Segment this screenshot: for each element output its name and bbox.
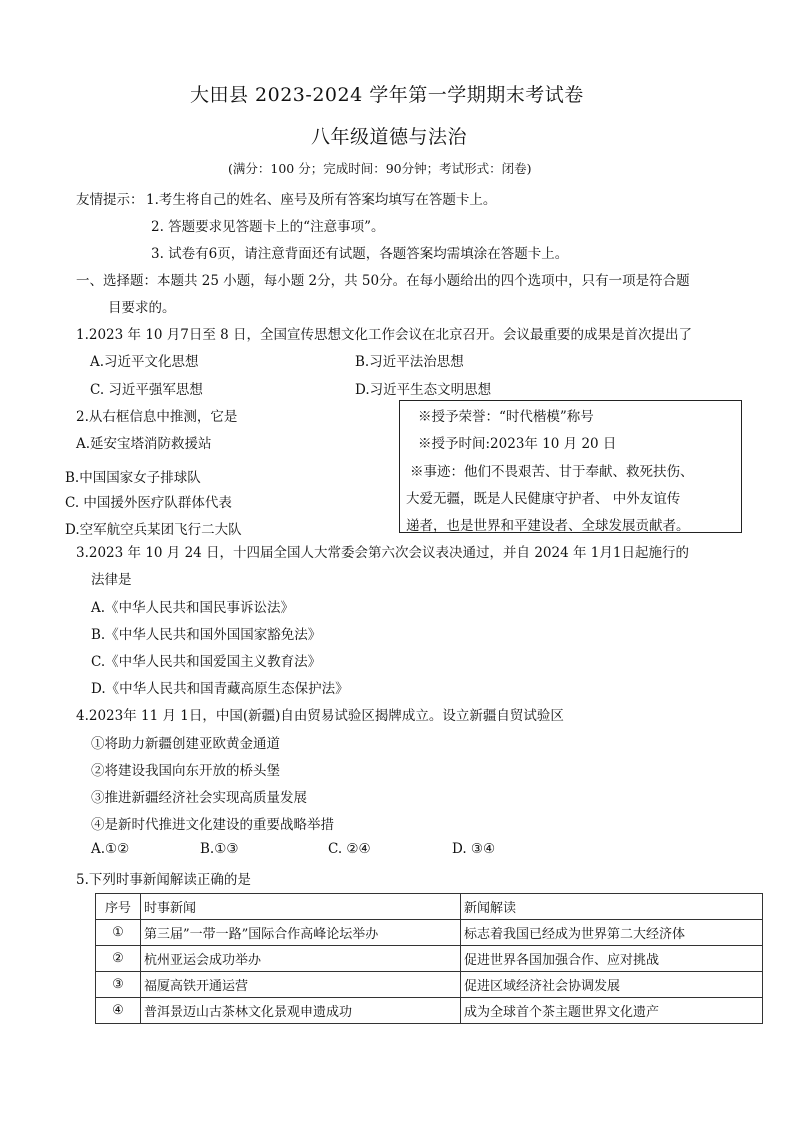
table-row bbox=[96, 998, 763, 1024]
table-cell: 标志着我国已经成为世界第二大经济体 bbox=[461, 920, 763, 946]
q2-option-b: B.中国国家女子排球队 bbox=[65, 470, 201, 486]
q4-statement-2: ②将建设我国向东开放的桥头堡 bbox=[91, 763, 280, 779]
q1-option-b: B.习近平法治思想 bbox=[355, 354, 464, 370]
table-cell: ② bbox=[96, 946, 141, 972]
q5-stem: 5.下列时事新闻解读正确的是 bbox=[76, 872, 251, 888]
info-box-deeds-3: 递者，也是世界和平建设者、全球发展贡献者。 bbox=[406, 518, 690, 534]
q2-option-d: D.空军航空兵某团飞行二大队 bbox=[65, 522, 242, 538]
section-heading-cont: 目要求的。 bbox=[108, 300, 176, 316]
table-cell: ④ bbox=[96, 998, 141, 1024]
q1-stem: 1.2023 年 10 月7日至 8 日，全国宣传思想文化工作会议在北京召开。会议最重要的成果是首次提出了 bbox=[76, 327, 693, 343]
q4-option-d: D. ③④ bbox=[452, 841, 496, 857]
table-cell: 杭州亚运会成功举办 bbox=[141, 946, 461, 972]
table-cell: 促进世界各国加强合作、应对挑战 bbox=[461, 946, 763, 972]
q4-option-a: A.①② bbox=[91, 841, 130, 857]
table-header-cell: 时事新闻 bbox=[141, 894, 461, 920]
table-cell: 普洱景迈山古茶林文化景观申遗成功 bbox=[141, 998, 461, 1024]
tips-label: 友情提示： bbox=[76, 192, 144, 208]
q1-option-a: A.习近平文化思想 bbox=[90, 354, 199, 370]
q1-option-d: D.习近平生态文明思想 bbox=[355, 382, 492, 398]
tip-item-1: 1.考生将自己的姓名、座号及所有答案均填写在答题卡上。 bbox=[146, 192, 497, 208]
q1-option-c: C. 习近平强军思想 bbox=[90, 382, 203, 398]
tip-item-2: 2. 答题要求见答题卡上的“注意事项”。 bbox=[151, 219, 385, 235]
table-cell: 成为全球首个茶主题世界文化遗产 bbox=[461, 998, 763, 1024]
q2-option-a: A.延安宝塔消防救援站 bbox=[76, 436, 212, 452]
q3-option-a: A.《中华人民共和国民事诉讼法》 bbox=[91, 600, 295, 616]
q3-stem-cont: 法律是 bbox=[91, 572, 132, 588]
info-box-honor: ※授予荣誉：“时代楷模”称号 bbox=[418, 409, 594, 425]
exam-title: 大田县 2023-2024 学年第一学期期末考试卷 bbox=[190, 84, 584, 106]
q3-stem: 3.2023 年 10 月 24 日，十四届全国人大常委会第六次会议表决通过，并自 2024 年 1月1日起施行的 bbox=[76, 545, 689, 561]
table-cell: 福厦高铁开通运营 bbox=[141, 972, 461, 998]
news-table bbox=[95, 893, 763, 1024]
table-row bbox=[96, 920, 763, 946]
exam-subtitle: 八年级道德与法治 bbox=[311, 126, 468, 148]
exam-info: (满分：100 分；完成时间：90分钟；考试形式：闭卷) bbox=[228, 161, 532, 176]
table-header-cell: 序号 bbox=[96, 894, 141, 920]
info-box-deeds-2: 大爱无疆，既是人民健康守护者、 中外友谊传 bbox=[406, 491, 681, 507]
q4-statement-1: ①将助力新疆创建亚欧黄金通道 bbox=[91, 736, 280, 752]
info-box-date: ※授予时间:2023年 10 月 20 日 bbox=[418, 436, 617, 452]
table-header-cell: 新闻解读 bbox=[461, 894, 763, 920]
info-box-deeds-1: ※事迹：他们不畏艰苦、甘于奉献、救死扶伤、 bbox=[410, 464, 694, 480]
table-cell: 第三届”一带一路”国际合作高峰论坛举办 bbox=[141, 920, 461, 946]
q2-stem: 2.从右框信息中推测，它是 bbox=[76, 409, 238, 425]
table-cell: ① bbox=[96, 920, 141, 946]
section-heading: 一、选择题：本题共 25 小题，每小题 2分，共 50分。在每小题给出的四个选项中，只有一项是符合题 bbox=[76, 273, 690, 289]
q3-option-c: C.《中华人民共和国爱国主义教育法》 bbox=[91, 654, 322, 670]
q3-option-d: D.《中华人民共和国青藏高原生态保护法》 bbox=[91, 681, 349, 697]
q4-stem: 4.2023年 11 月 1日，中国(新疆)自由贸易试验区揭牌成立。设立新疆自贸试验区 bbox=[76, 708, 564, 724]
tip-item-3: 3. 试卷有6页，请注意背面还有试题，各题答案均需填涂在答题卡上。 bbox=[151, 246, 569, 262]
table-cell: ③ bbox=[96, 972, 141, 998]
q4-statement-3: ③推进新疆经济社会实现高质量发展 bbox=[91, 790, 307, 806]
q4-option-b: B.①③ bbox=[200, 841, 239, 857]
table-row bbox=[96, 972, 763, 998]
table-header-row bbox=[96, 894, 763, 920]
q4-statement-4: ④是新时代推进文化建设的重要战略举措 bbox=[91, 817, 334, 833]
table-row bbox=[96, 946, 763, 972]
table-cell: 促进区域经济社会协调发展 bbox=[461, 972, 763, 998]
q4-option-c: C. ②④ bbox=[328, 841, 371, 857]
q2-option-c: C. 中国援外医疗队群体代表 bbox=[65, 495, 232, 511]
q3-option-b: B.《中华人民共和国外国国家豁免法》 bbox=[91, 627, 322, 643]
